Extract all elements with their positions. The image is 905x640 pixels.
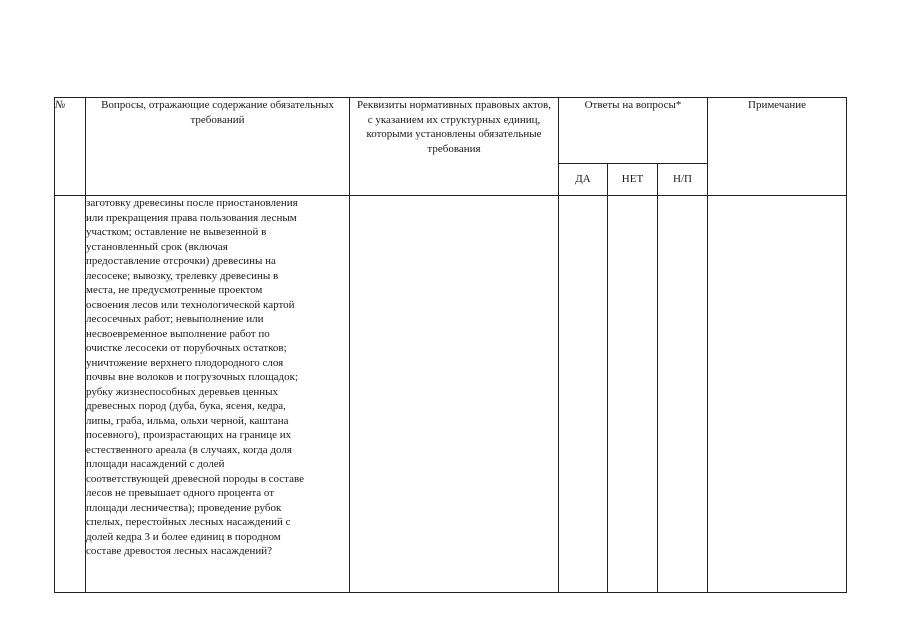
row-answer-yes-cell[interactable] xyxy=(559,196,608,593)
row-question-cell: заготовку древесины после приостановления или прекращения права пользования лесным участком; оставление не вывезенной в установленный срок (включая предоставление отсрочки) древесины на лесосеке; вывозку, трелевку древесины в места, не предусмотренные проектом освоения лесов или технологической картой лесосечных работ; невыполнение или несвоевременное выполнение работ по очистке лесосеки от порубочных остатков; уничтожение верхнего плодородного слоя почвы вне волоков и погрузочных площадок; рубку жизнеспособных деревьев ценных древесных пород (дуба, бука, ясеня, кедра, липы, граба, ильма, ольхи черной, каштана посевного), произрастающих на границе их естественного ареала (в случаях, когда доля площади насаждений с долей соответствующей древесной породы в составе лесов не превышает одного процента от площади лесничества); проведение рубок спелых, перестойных лесных насаждений с долей кедра 3 и более единиц в породном составе древостоя лесных насаждений? xyxy=(86,196,350,593)
header-note: Примечание xyxy=(708,98,847,196)
header-questions-label: Вопросы, отражающие содержание обязательных требований xyxy=(101,99,334,126)
header-questions xyxy=(86,98,350,196)
header-number: № xyxy=(55,98,86,196)
row-requisites-cell[interactable] xyxy=(350,196,559,593)
row-answer-no-cell[interactable] xyxy=(608,196,658,593)
header-answer-yes: ДА xyxy=(559,164,608,196)
row-number-cell xyxy=(55,196,86,593)
header-answers: Ответы на вопросы* xyxy=(559,98,708,164)
header-requisites-label: Реквизиты нормативных правовых актов, с указанием их структурных единиц, которыми установлены обязательные требования xyxy=(357,99,551,155)
checklist-table xyxy=(54,97,847,593)
header-requisites xyxy=(350,98,559,196)
row-note-cell[interactable] xyxy=(708,196,847,593)
header-row xyxy=(55,98,847,164)
row-answer-na-cell[interactable] xyxy=(658,196,708,593)
header-answer-no: НЕТ xyxy=(608,164,658,196)
table-row xyxy=(55,196,847,593)
header-answer-na: Н/П xyxy=(658,164,708,196)
